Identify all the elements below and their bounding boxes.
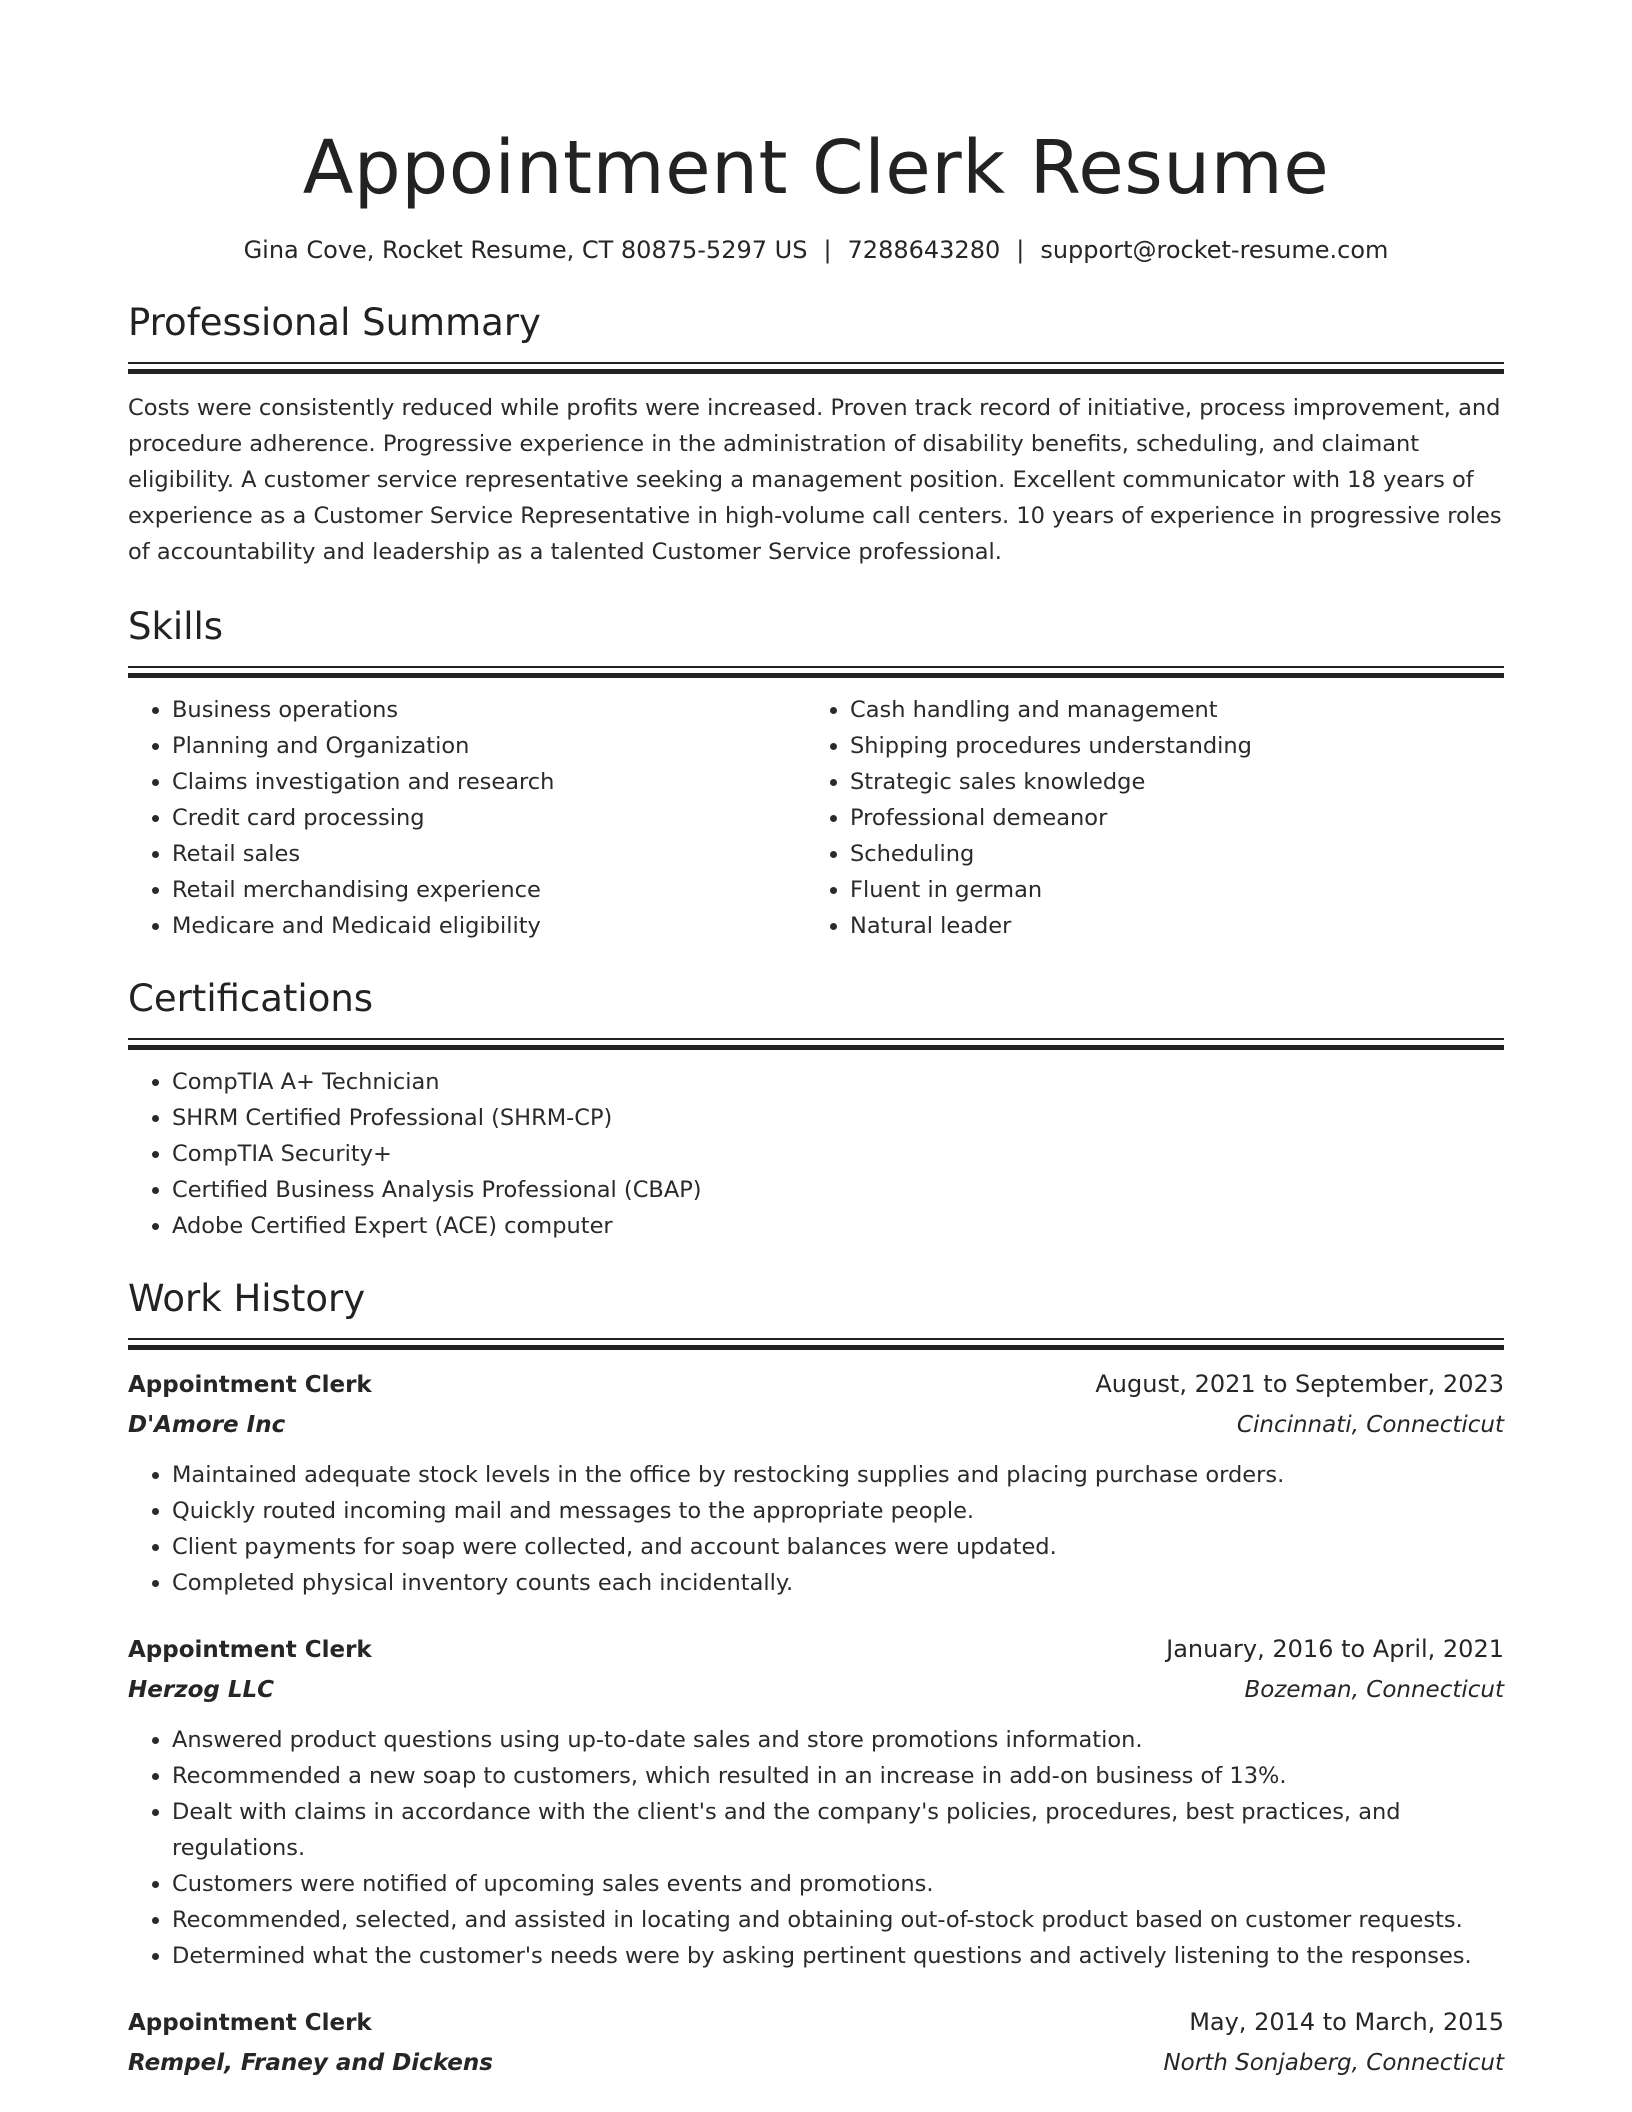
- job-title: Appointment Clerk: [128, 1372, 372, 1398]
- skill-item: • Retail merchandising experience: [172, 872, 806, 908]
- section-divider: [128, 362, 1504, 364]
- contact-line: [128, 232, 1504, 268]
- skills-section: [128, 602, 1504, 944]
- job-bullet: • Determined what the customer's needs were by asking pertinent questions and actively listening to the responses.: [172, 1938, 1504, 1974]
- contact-address: Gina Cove, Rocket Resume, CT 80875-5297 US: [243, 236, 808, 264]
- skill-item: • Business operations: [172, 692, 806, 728]
- job-dates: January, 2016 to April, 2021: [1166, 1635, 1504, 1663]
- job-bullet: • Client payments for soap were collected, and account balances were updated.: [172, 1529, 1504, 1565]
- summary-text: Costs were consistently reduced while profits were increased. Proven track record of initiative, process improvement, and procedure adherence. Progressive experience in the administration of disability benefits, scheduling, and claimant eligibility. A customer service representative seeking a management position. Excellent communicator with 18 years of experience as a Customer Service Representative in high-volume call centers. 10 years of experience in progressive roles of accountability and leadership as a talented Customer Service professional.: [128, 395, 1502, 565]
- work-history-section: [128, 1274, 1504, 2083]
- skill-item: • Shipping procedures understanding: [850, 728, 1484, 764]
- job-title: Appointment Clerk: [128, 1637, 372, 1663]
- skill-item: • Natural leader: [850, 908, 1484, 944]
- job-entry: [128, 1629, 1504, 1974]
- skill-item: • Medicare and Medicaid eligibility: [172, 908, 806, 944]
- section-divider: [128, 1338, 1504, 1340]
- job-entry: [128, 2002, 1504, 2083]
- job-dates: August, 2021 to September, 2023: [1095, 1370, 1504, 1398]
- job-company: Rempel, Franey and Dickens: [128, 2050, 493, 2076]
- page-title: Appointment Clerk Resume: [302, 125, 1330, 211]
- certification-item: • CompTIA Security+: [172, 1136, 1504, 1172]
- skills-columns: [128, 692, 1504, 944]
- job-location: North Sonjaberg, Connecticut: [1163, 2050, 1504, 2076]
- job-company: Herzog LLC: [128, 1677, 275, 1703]
- skill-item: • Claims investigation and research: [172, 764, 806, 800]
- section-divider: [128, 666, 1504, 668]
- job-entry: [128, 1364, 1504, 1601]
- section-divider: [128, 1038, 1504, 1040]
- job-location: Bozeman, Connecticut: [1244, 1677, 1504, 1703]
- certification-item: • SHRM Certified Professional (SHRM-CP): [172, 1100, 1504, 1136]
- skill-item: • Cash handling and management: [850, 692, 1484, 728]
- job-location: Cincinnati, Connecticut: [1236, 1412, 1504, 1438]
- skills-column-left: [128, 692, 806, 944]
- certifications-section: [128, 974, 1504, 1244]
- job-title: Appointment Clerk: [128, 2010, 372, 2036]
- job-bullet: • Maintained adequate stock levels in the office by restocking supplies and placing purchase orders.: [172, 1457, 1504, 1493]
- skill-item: • Credit card processing: [172, 800, 806, 836]
- job-bullet: • Recommended a new soap to customers, which resulted in an increase in add-on business of 13%.: [172, 1758, 1504, 1794]
- certification-item: • CompTIA A+ Technician: [172, 1064, 1504, 1100]
- summary-heading: Professional Summary: [128, 301, 541, 344]
- job-bullet: • Customers were notified of upcoming sales events and promotions.: [172, 1866, 1504, 1902]
- work-history-heading: Work History: [128, 1277, 366, 1320]
- skills-column-right: [806, 692, 1484, 944]
- contact-separator: |: [1016, 236, 1025, 264]
- resume-page: [128, 0, 1504, 2083]
- summary-section: [128, 298, 1504, 570]
- certification-item: • Certified Business Analysis Professional (CBAP): [172, 1172, 1504, 1208]
- certifications-heading: Certifications: [128, 977, 374, 1020]
- skill-item: • Retail sales: [172, 836, 806, 872]
- job-bullet: • Dealt with claims in accordance with the client's and the company's policies, procedures, best practices, and regulations.: [172, 1794, 1504, 1866]
- skill-item: • Scheduling: [850, 836, 1484, 872]
- skill-item: • Fluent in german: [850, 872, 1484, 908]
- skill-item: • Strategic sales knowledge: [850, 764, 1484, 800]
- skill-item: • Professional demeanor: [850, 800, 1484, 836]
- contact-phone: 7288643280: [847, 236, 1001, 264]
- contact-separator: |: [823, 236, 832, 264]
- job-bullet: • Answered product questions using up-to-date sales and store promotions information.: [172, 1722, 1504, 1758]
- job-bullet: • Quickly routed incoming mail and messages to the appropriate people.: [172, 1493, 1504, 1529]
- skills-heading: Skills: [128, 605, 224, 648]
- job-bullet: • Recommended, selected, and assisted in locating and obtaining out-of-stock product based on customer requests.: [172, 1902, 1504, 1938]
- job-bullet: • Completed physical inventory counts each incidentally.: [172, 1565, 1504, 1601]
- contact-email: support@rocket-resume.com: [1040, 236, 1389, 264]
- job-company: D'Amore Inc: [128, 1412, 286, 1438]
- job-dates: May, 2014 to March, 2015: [1189, 2008, 1504, 2036]
- skill-item: • Planning and Organization: [172, 728, 806, 764]
- certification-item: • Adobe Certified Expert (ACE) computer: [172, 1208, 1504, 1244]
